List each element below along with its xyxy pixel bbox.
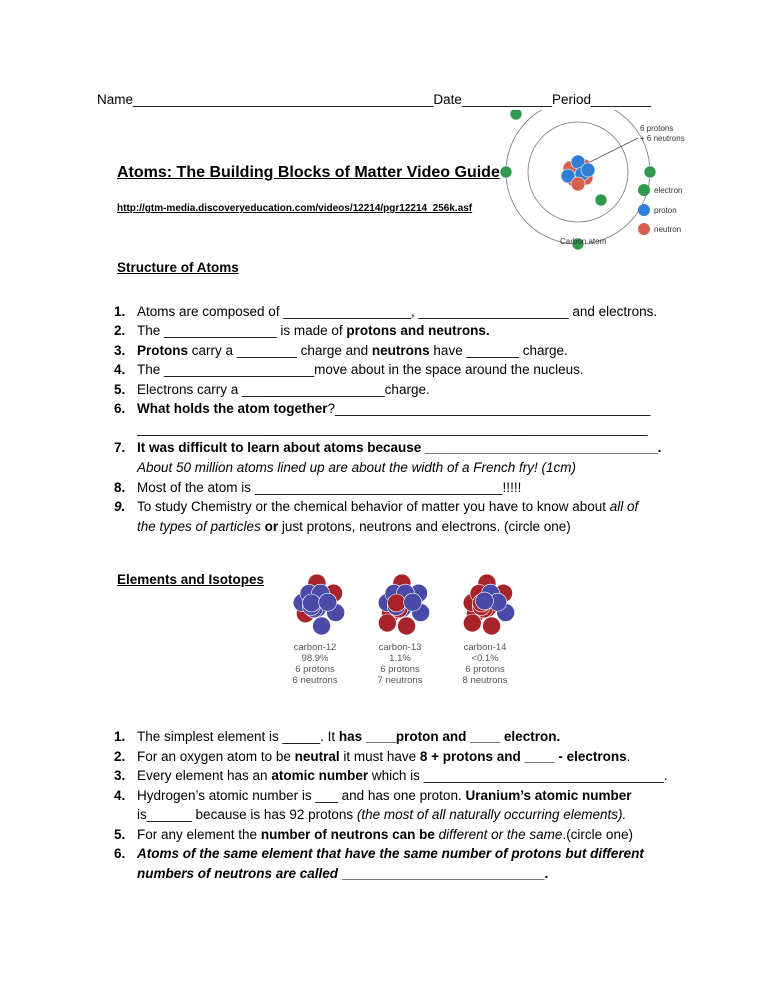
text-run: protons and neutrons. — [346, 323, 490, 338]
question-item — [137, 728, 560, 746]
video-url[interactable]: http://gtm-media.discoveryeducation.com/videos/12214/pgr12214_256k.asf — [117, 203, 473, 214]
text-run: all of — [609, 499, 639, 514]
isotope-caption-carbon-14 — [445, 642, 525, 686]
isotope-neutrons: 8 neutrons — [462, 675, 508, 686]
text-run: it must have — [339, 749, 420, 764]
neutron — [571, 177, 585, 191]
text-run: is______ because is has 92 protons — [137, 807, 357, 822]
question-item — [137, 322, 490, 340]
text-run: carry a ________ charge and — [188, 343, 372, 358]
text-run: neutral — [294, 749, 340, 764]
question-continuation — [137, 420, 648, 438]
callout-line2: + 6 neutrons — [640, 134, 685, 143]
isotope-nuclei — [270, 570, 540, 640]
question-continuation — [137, 459, 576, 477]
text-run: The _______________ is made of — [137, 323, 347, 338]
item-number: 6. — [114, 846, 126, 861]
isotope-name: carbon-13 — [378, 642, 422, 653]
text-run: ___________________________. — [341, 866, 549, 881]
text-run: or — [264, 519, 279, 534]
item-number: 8. — [114, 480, 126, 495]
question-item — [137, 498, 638, 516]
item-number: 3. — [114, 768, 126, 783]
item-number: 1. — [114, 729, 126, 744]
text-run: .(circle one) — [562, 827, 633, 842]
isotope-name: carbon-12 — [293, 642, 337, 653]
text-run: What holds the atom together — [137, 401, 328, 416]
question-continuation — [137, 806, 626, 824]
text-run: ____________________________________________________________________ — [137, 421, 648, 436]
text-run: (the most of all naturally occurring elements). — [356, 807, 627, 822]
electron-icon — [510, 110, 522, 120]
period-field[interactable]: Period________ — [551, 92, 652, 107]
nucleon — [463, 614, 481, 632]
text-run: 8 + protons and ____ - electrons — [419, 749, 627, 764]
legend-electron: electron — [654, 186, 683, 195]
item-number: 2. — [114, 749, 126, 764]
isotope-protons: 6 protons — [380, 664, 420, 675]
isotope-caption-carbon-12 — [275, 642, 355, 686]
question-item — [137, 400, 650, 418]
item-number: 4. — [114, 362, 126, 377]
item-number: 5. — [114, 382, 126, 397]
question-item — [137, 439, 662, 457]
nucleus — [561, 155, 595, 191]
atom-caption: Carbon atom — [560, 237, 607, 246]
proton — [581, 163, 595, 177]
isotope-caption-carbon-13 — [360, 642, 440, 686]
isotope-protons: 6 protons — [465, 664, 505, 675]
nucleon — [388, 594, 406, 612]
text-run: . — [626, 749, 631, 764]
page-title: Atoms: The Building Blocks of Matter Video Guide — [117, 164, 500, 181]
question-item — [137, 787, 632, 805]
isotope-abundance: 1.1% — [389, 653, 411, 664]
text-run: To study Chemistry or the chemical behavior of matter you have to know about — [137, 499, 610, 514]
question-item — [137, 303, 657, 321]
text-run: number of neutrons can be — [260, 827, 439, 842]
question-item — [137, 845, 644, 863]
section-heading-structure: Structure of Atoms — [117, 260, 239, 275]
question-item — [137, 479, 521, 497]
text-run: Uranium’s atomic number — [465, 788, 632, 803]
text-run: For any element the — [137, 827, 261, 842]
date-field[interactable]: Date____________ — [433, 92, 552, 107]
legend-neutron: neutron — [654, 225, 682, 234]
electron-icon — [500, 166, 512, 178]
text-run: atomic number — [271, 768, 369, 783]
text-run: different or the same — [438, 827, 563, 842]
text-run: Every element has an — [137, 768, 272, 783]
text-run: have _______ charge. — [429, 343, 568, 358]
nucleon — [378, 614, 396, 632]
legend-electron-icon — [638, 184, 650, 196]
isotope-protons: 6 protons — [295, 664, 335, 675]
text-run: It was difficult to learn about atoms because _______________________________. — [137, 440, 662, 455]
isotope-neutrons: 7 neutrons — [377, 675, 423, 686]
callout-line — [590, 138, 638, 162]
nucleon — [303, 594, 321, 612]
text-run: Electrons carry a ___________________charge. — [137, 382, 430, 397]
question-continuation — [137, 518, 571, 536]
item-number: 9. — [114, 499, 126, 514]
carbon-atom-diagram — [490, 110, 690, 260]
isotope-neutrons: 6 neutrons — [292, 675, 338, 686]
item-number: 2. — [114, 323, 126, 338]
question-item — [137, 361, 584, 379]
text-run: the types of particles — [137, 519, 265, 534]
text-run: Most of the atom is _________________________________!!!!! — [137, 480, 522, 495]
legend-proton-icon — [638, 204, 650, 216]
item-number: 1. — [114, 304, 126, 319]
nucleon — [398, 617, 416, 635]
nucleon — [404, 593, 422, 611]
nucleon — [475, 592, 493, 610]
text-run: The ____________________move about in the space around the nucleus. — [137, 362, 584, 377]
item-number: 4. — [114, 788, 126, 803]
nucleon — [313, 617, 331, 635]
text-run: Hydrogen’s atomic number is ___ and has one proton. — [137, 788, 466, 803]
question-item — [137, 748, 630, 766]
electron-icon — [644, 166, 656, 178]
item-number: 7. — [114, 440, 126, 455]
section-heading-isotopes: Elements and Isotopes — [117, 572, 265, 587]
callout-line1: 6 protons — [640, 124, 674, 133]
item-number: 6. — [114, 401, 126, 416]
text-run: numbers of neutrons are called — [137, 866, 342, 881]
question-continuation — [137, 865, 548, 883]
text-run: The simplest element is _____. It — [137, 729, 339, 744]
electron-icon — [595, 194, 607, 206]
text-run: ?__________________________________________ — [327, 401, 651, 416]
isotope-name: carbon-14 — [463, 642, 507, 653]
header-line — [97, 91, 651, 109]
text-run: neutrons — [371, 343, 430, 358]
text-run: which is ________________________________. — [368, 768, 668, 783]
name-field[interactable]: Name________________________________________ — [97, 92, 434, 107]
text-run: About 50 million atoms lined up are about the width of a French fry! (1cm) — [137, 460, 576, 475]
text-run: Protons — [137, 343, 189, 358]
text-run: has ____proton and ____ electron. — [338, 729, 561, 744]
legend-neutron-icon — [638, 223, 650, 235]
text-run: just protons, neutrons and electrons. (circle one) — [278, 519, 571, 534]
item-number: 5. — [114, 827, 126, 842]
item-number: 3. — [114, 343, 126, 358]
question-item — [137, 342, 568, 360]
question-item — [137, 767, 668, 785]
text-run: Atoms of the same element that have the same number of protons but different — [137, 846, 644, 861]
text-run: Atoms are composed of _________________, ____________________ and electrons. — [137, 304, 658, 319]
legend-proton: proton — [654, 206, 677, 215]
question-item — [137, 381, 430, 399]
nucleon — [483, 617, 501, 635]
text-run: For an oxygen atom to be — [137, 749, 295, 764]
nucleon — [319, 593, 337, 611]
question-item — [137, 826, 633, 844]
isotope-abundance: <0.1% — [471, 653, 499, 664]
isotope-abundance: 98.9% — [301, 653, 329, 664]
